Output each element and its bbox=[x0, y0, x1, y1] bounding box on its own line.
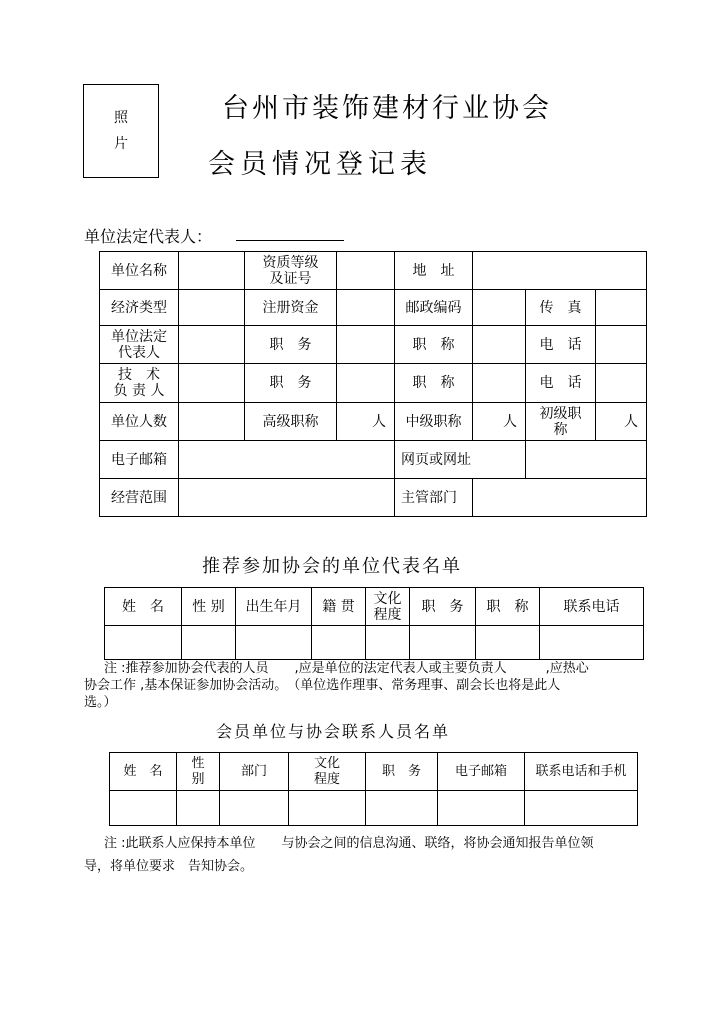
email-field[interactable] bbox=[179, 441, 395, 479]
website-field[interactable] bbox=[526, 441, 647, 479]
legal-rep-position-field[interactable] bbox=[337, 326, 395, 364]
rep-phone-cell[interactable] bbox=[540, 626, 644, 660]
representatives-table bbox=[104, 587, 644, 660]
contact-position-cell[interactable] bbox=[366, 791, 438, 826]
reg-capital-field[interactable] bbox=[337, 290, 395, 326]
photo-label-1: 照 bbox=[114, 110, 128, 126]
contact-phone-cell[interactable] bbox=[525, 791, 638, 826]
junior-title-label: 初级职 称 bbox=[526, 403, 596, 441]
col-title: 职 称 bbox=[476, 588, 540, 626]
econ-type-label: 经济类型 bbox=[100, 290, 179, 326]
col-name: 姓 名 bbox=[105, 588, 182, 626]
address-label: 地 址 bbox=[395, 252, 473, 290]
scope-field[interactable] bbox=[179, 479, 395, 517]
member-info-table bbox=[99, 251, 647, 517]
contact-col-phone: 联系电话和手机 bbox=[525, 753, 638, 791]
qualification-label: 资质等级 及证号 bbox=[245, 252, 337, 290]
postal-code-field[interactable] bbox=[473, 290, 526, 326]
contacts-table bbox=[109, 752, 638, 826]
rep-name-cell[interactable] bbox=[105, 626, 182, 660]
contact-gender-cell[interactable] bbox=[177, 791, 220, 826]
tech-lead-field[interactable] bbox=[179, 364, 245, 403]
authority-field[interactable] bbox=[473, 479, 647, 517]
contact-name-cell[interactable] bbox=[110, 791, 177, 826]
tech-lead-label: 技 术 负 责 人 bbox=[100, 364, 179, 403]
unit-name-field[interactable] bbox=[179, 252, 245, 290]
contact-email-cell[interactable] bbox=[438, 791, 525, 826]
rep-education-cell[interactable] bbox=[366, 626, 410, 660]
rep-gender-cell[interactable] bbox=[182, 626, 236, 660]
contact-education-cell[interactable] bbox=[289, 791, 366, 826]
contact-col-name: 姓 名 bbox=[110, 753, 177, 791]
representatives-note-2: 协会工作 ,基本保证参加协会活动。 （单位选作理事、常务理事、副会长也将是此人 bbox=[84, 678, 561, 693]
legal-rep-phone-field[interactable] bbox=[596, 326, 647, 364]
middle-title-label: 中级职称 bbox=[395, 403, 473, 441]
rep-position-cell[interactable] bbox=[410, 626, 476, 660]
middle-count-field[interactable]: 人 bbox=[473, 403, 526, 441]
contact-col-education: 文化 程度 bbox=[289, 753, 366, 791]
contact-col-email: 电子邮箱 bbox=[438, 753, 525, 791]
website-label: 网页或网址 bbox=[395, 441, 526, 479]
representatives-note-1: 注 :推荐参加协会代表的人员 ,应是单位的法定代表人或主要负责人 ,应热心 bbox=[104, 661, 589, 676]
legal-rep-field[interactable] bbox=[179, 326, 245, 364]
legal-rep-phone-label: 电 话 bbox=[526, 326, 596, 364]
qualification-field[interactable] bbox=[337, 252, 395, 290]
legal-rep-title-field[interactable] bbox=[473, 326, 526, 364]
legal-rep-label: 单位法定代表人： bbox=[84, 227, 213, 246]
tech-position-label: 职 务 bbox=[245, 364, 337, 403]
tech-phone-label: 电 话 bbox=[526, 364, 596, 403]
col-gender: 性 别 bbox=[182, 588, 236, 626]
col-education: 文化 程度 bbox=[366, 588, 410, 626]
page-title: 台州市装饰建材行业协会 bbox=[222, 93, 552, 124]
email-label: 电子邮箱 bbox=[100, 441, 179, 479]
address-field[interactable] bbox=[473, 252, 647, 290]
rep-birth-cell[interactable] bbox=[236, 626, 312, 660]
authority-label: 主管部门 bbox=[395, 479, 473, 517]
rep-title-cell[interactable] bbox=[476, 626, 540, 660]
postal-code-label: 邮政编码 bbox=[395, 290, 473, 326]
reg-capital-label: 注册资金 bbox=[245, 290, 337, 326]
contact-dept-cell[interactable] bbox=[220, 791, 289, 826]
representatives-heading: 推荐参加协会的单位代表名单 bbox=[202, 556, 462, 577]
econ-type-field[interactable] bbox=[179, 290, 245, 326]
senior-count-field[interactable]: 人 bbox=[337, 403, 395, 441]
page-subtitle: 会员情况登记表 bbox=[208, 149, 432, 180]
senior-title-label: 高级职称 bbox=[245, 403, 337, 441]
unit-name-label: 单位名称 bbox=[100, 252, 179, 290]
headcount-field[interactable] bbox=[179, 403, 245, 441]
contacts-heading: 会员单位与协会联系人员名单 bbox=[216, 722, 451, 741]
fax-label: 传 真 bbox=[526, 290, 596, 326]
photo-label-2: 片 bbox=[114, 136, 128, 152]
scope-label: 经营范围 bbox=[100, 479, 179, 517]
contacts-note-2: 导，将单位要求 告知协会。 bbox=[84, 859, 254, 874]
legal-rep-row-label: 单位法定 代表人 bbox=[100, 326, 179, 364]
col-phone: 联系电话 bbox=[540, 588, 644, 626]
fax-field[interactable] bbox=[596, 290, 647, 326]
rep-native-place-cell[interactable] bbox=[312, 626, 366, 660]
tech-title-field[interactable] bbox=[473, 364, 526, 403]
contact-col-position: 职 务 bbox=[366, 753, 438, 791]
legal-rep-title-label: 职 称 bbox=[395, 326, 473, 364]
headcount-label: 单位人数 bbox=[100, 403, 179, 441]
tech-title-label: 职 称 bbox=[395, 364, 473, 403]
tech-position-field[interactable] bbox=[337, 364, 395, 403]
col-native-place: 籍 贯 bbox=[312, 588, 366, 626]
col-position: 职 务 bbox=[410, 588, 476, 626]
tech-phone-field[interactable] bbox=[596, 364, 647, 403]
legal-rep-position-label: 职 务 bbox=[245, 326, 337, 364]
legal-rep-blank[interactable] bbox=[236, 240, 344, 241]
photo-box bbox=[83, 84, 159, 178]
col-birth: 出生年月 bbox=[236, 588, 312, 626]
contacts-note-1: 注 :此联系人应保持本单位 与协会之间的信息沟通、联络，将协会通知报告单位领 bbox=[104, 836, 594, 851]
representatives-note-3: 选。） bbox=[84, 695, 117, 710]
contact-col-dept: 部门 bbox=[220, 753, 289, 791]
contact-col-gender: 性 别 bbox=[177, 753, 220, 791]
junior-count-field[interactable]: 人 bbox=[596, 403, 647, 441]
